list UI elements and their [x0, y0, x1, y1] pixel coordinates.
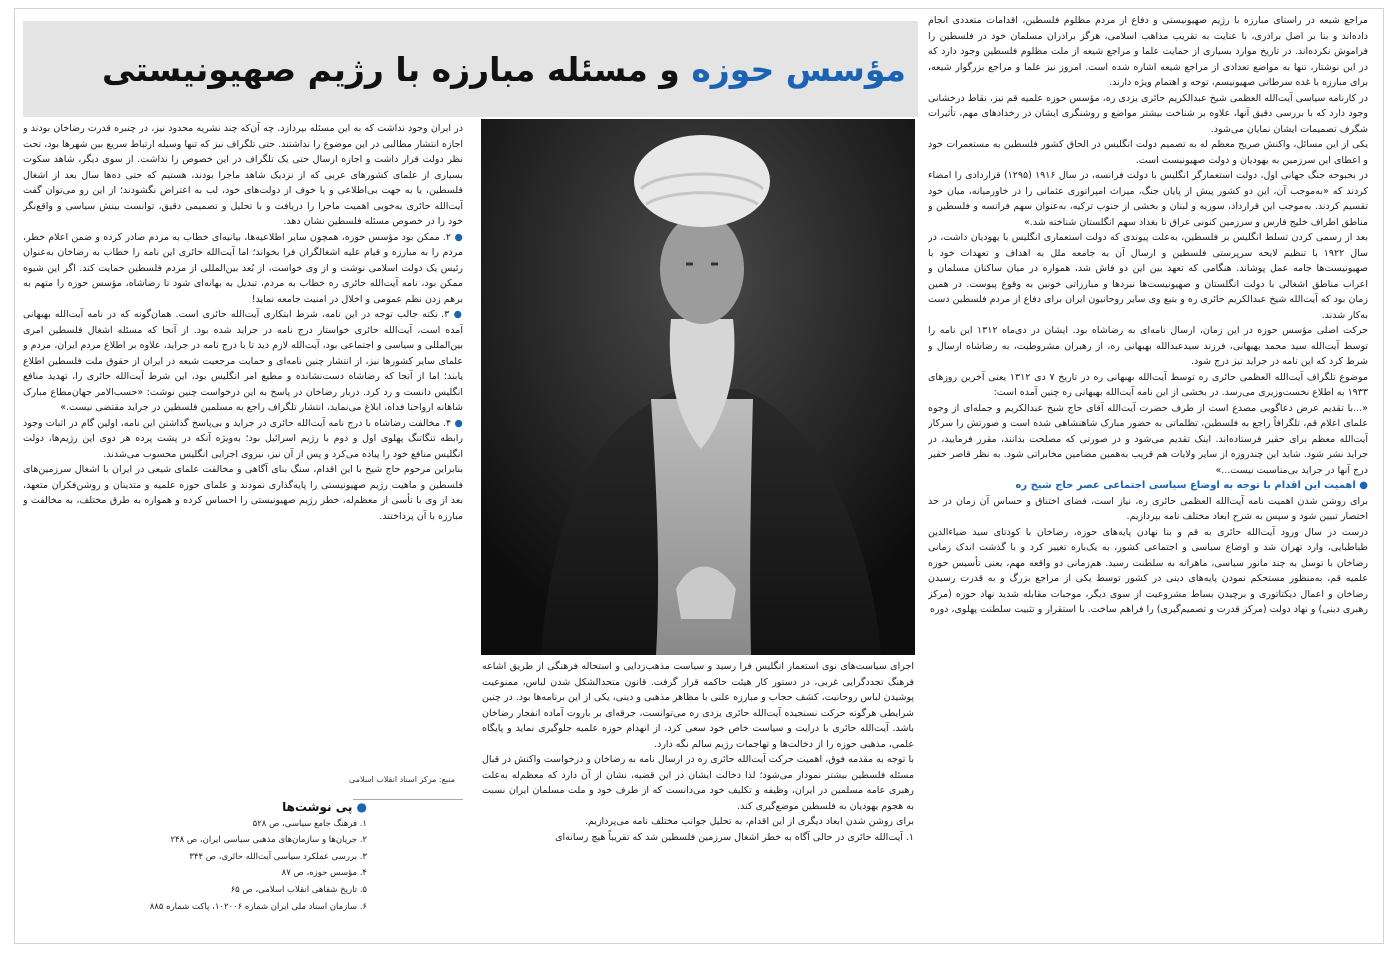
- title-accent: مؤسس حوزه: [691, 49, 906, 89]
- reference-item: ۴. مؤسس حوزه، ص ۸۷: [281, 868, 367, 879]
- paragraph: یکی از این مسائل، واکنش صریح معظم له به تصمیم دولت انگلیس در الحاق کشور فلسطین به مستعمرات خود و اعطای این سرزمین به یهودیان و دولت صهیونیست است.: [928, 139, 1368, 166]
- source-credit: منبع: مرکز اسناد انقلاب اسلامی: [349, 775, 455, 784]
- paragraph: درست در سال ورود آیت‌الله حائری به قم و بنا نهادن پایه‌های حوزه، رضاخان با کودتای سید ضیاءالدین طباطبایی، وارد تهران شد و اوضاع سیاسی و اجتماعی کشور، به یک‌باره تغییر کرد و با گذشت اندک زمانی رضاخان با توسل به چند مانور سیاسی، ماهرانه به سلطنت رسید. هم‌زمانی دو واقعه مهم، یعنی تأسیس حوزه علمیه قم، به‌منظور مستحکم نمودن پایه‌های دینی در کشور توسط یکی از مراجع بزرگ و به قدرت رسیدن رضاخان و اعمال دیکتاتوری و برچیدن بساط مشروعیت از سوی دیگر، موجبات مقابله شدید نهاد حوزه (مرکز رهبری دینی) و نهاد دولت (مرکز قدرت و تصمیم‌گیری) را فراهم ساخت. با استقرار و تثبیت سلطنت پهلوی، دوره: [928, 526, 1368, 615]
- paragraph: اجرای سیاست‌های نوی استعمار انگلیس فرا رسید و سیاست مذهب‌زدایی و استحاله فرهنگی از طریق اشاعه فرهنگ تجددگرایی غربی، در دستور کار هیئت حاکمه قرار گرفت. قانون متحدالشکل شدن لباس، ممنوعیت پوشیدن لباس روحانیت، کشف حجاب و مبارزه علنی با مظاهر مذهبی و دینی، یکی از این برنامه‌ها بود. در چنین شرایطی هرگونه حرکت نسنجیده آیت‌الله حائری یزدی ره می‌توانست، جرقه‌ای بر باروت آماده انفجار رضاخان باشد. آیت‌الله حائری با درایت و سیاست خاص خود سعی کرد، از انهدام حوزه علمیه جلوگیری نماید و پایگاه علمی، مذهبی حوزه را از دخالت‌ها و تهاجمات رژیم سالم نگه دارد.: [482, 661, 914, 750]
- paragraph: در ایران وجود نداشت که به این مسئله بپردازد. چه آن‌که چند نشریه محدود نیز، در چنبره قدرت رضاخان بودند و اجازه انتشار مطالبی در این موضوع را نداشتند. حتی تلگراف نیز که تنها وسیله ارتباط سریع بین شهرها بود، تحت نظر دولت قرار داشت و اجازه ارسال حتی یک تلگراف در این خصوص را نداشت. از سوی دیگر، شاهد سکوت بسیاری از علمای کشورهای عربی که از نزدیک شاهد ماجرا بودند، هستیم که حتی ده‌ها سال بعد از اشغال فلسطین، یا به جهت بی‌اطلاعی و یا خوف از دولت‌های خود، لب به اعتراض نگشودند؛ از این رو می‌توان گفت آیت‌الله حائری به‌خوبی اهمیت ماجرا را دریافت و با تحلیل و تصمیمی دقیق، توانست بینش سیاسی و واقع‌نگر خود را در خصوص مسئله فلسطین نشان دهد.: [23, 123, 463, 227]
- paragraph: حرکت اصلی مؤسس حوزه در این زمان، ارسال نامه‌ای به رضاشاه بود. ایشان در دی‌ماه ۱۳۱۲ این نامه را توسط آیت‌الله سید محمد بهبهانی، فرزند سیدعبدالله بهبهانی ره، از رهبران مشروطیت، به رضاشاه ارسال و شرط کرد که این نامه در جراید نیز درج شود.: [928, 325, 1368, 367]
- paragraph: [23, 307, 463, 416]
- paragraph: با توجه به مقدمه فوق، اهمیت حرکت آیت‌الله حائری ره در ارسال نامه به رضاخان و درخواست واکنش در قبال مسئله فلسطین بیشتر نمودار می‌شود؛ لذا دخالت ایشان در این قضیه، نشان از آن دارد که معظم‌له به‌علت رهبری عامه مسلمین در ایران، وظیفه و تکلیف خود می‌دانست که از طرف خود و ملت مسلمان ایران نسبت به هجوم یهودیان به فلسطین موضع‌گیری کند.: [482, 754, 914, 812]
- paragraph: بنابراین مرحوم حاج شیخ با این اقدام، سنگ بنای آگاهی و مخالفت علمای شیعی در ایران با اشغال سرزمین‌های فلسطین و ماهیت رژیم صهیونیستی را پایه‌گذاری نمودند و علمای حوزه علمیه و متدینان و روشن‌فکران متعهد، بعد از وی با تأسی از معظم‌له، خطر رژیم صهیونیستی را احساس کرده و همواره به طرق مختلف، به مخالفت و مبارزه با آن پرداختند.: [23, 464, 463, 522]
- article-column-right: [928, 13, 1368, 938]
- cleric-portrait-image: [481, 119, 915, 655]
- paragraph: برای روشن شدن ابعاد دیگری از این اقدام، به تحلیل جوانب مختلف نامه می‌پردازیم.: [584, 816, 914, 827]
- reference-item: ۶. سازمان اسناد ملی ایران شماره ۱۰۲۰۰۶، پاکت شماره ۸۸۵: [149, 901, 367, 912]
- bullet-icon: ●: [352, 800, 367, 814]
- reference-item: ۳. بررسی عملکرد سیاسی آیت‌الله حائری، ص ۳۴۴: [189, 851, 367, 862]
- section-subheading: [928, 478, 1368, 494]
- references-box: [23, 799, 463, 939]
- paragraph: مراجع شیعه در راستای مبارزه با رژیم صهیونیستی و دفاع از مردم مظلوم فلسطین، اقدامات متعددی انجام داده‌اند و بنا بر اصل برادری، با عنایت به تقریب مذاهب اسلامی، هرگز برادران مسلمان خود در فلسطین را فراموش نکرده‌اند. در تاریخ موارد بسیاری از حمایت علما و مراجع شیعه از ملت مظلوم فلسطین وجود دارد که در این نوشتار، تنها به مواضع تعدادی از مراجع شیعه اشاره شده است. امروز نیز علما و مراجع بزرگوار شیعه، برای مبارزه با غده سرطانی صهیونیسم، توجه و اهتمام ویژه دارند.: [928, 15, 1368, 88]
- paragraph-text: ۳. نکته جالب توجه در این نامه، شرط ابتکاری آیت‌الله حائری است. همان‌گونه که در نامه آیت‌الله بهبهانی آمده است، آیت‌الله حائری خواستار درج نامه در جراید شده بود. از آنجا که مسئله اشغال فلسطین امری بین‌المللی و سیاسی و اجتماعی بود، آیت‌الله لازم دید تا با درج نامه در جراید، علاوه بر اطلاع مردم ایران، مردم و علمای سایر کشورها نیز، از انتشار چنین نامه‌ای و حمایت مرجعیت شیعه در ایران از حقوق ملت فلسطین اطلاع یابند؛ اما از آنجا که رضاشاه دست‌نشانده و مطیع امر انگلیس بود، این شرط آیت‌الله حائری را، تهدید منافع انگلیس دانست و رد کرد. دربار رضاخان در پاسخ به این درخواست چنین نوشت: «حسب‌الامر جهان‌مطاع مبارک شاهانه ارواحنا فداه، ابلاغ می‌نماید، انتشار تلگراف راجع به مسلمین فلسطین در جراید مقتضی نیست.»: [23, 309, 463, 413]
- paragraph: «...با تقدیم عرض دعاگویی مصدع است از طرف حضرت آیت‌الله آقای حاج شیخ عبدالکریم و جمله‌ای از وجوه علمای اعلام قم، تلگرافاً راجع به فلسطین، تظلماتی به حضور مبارک شاهنشاهی شده است و صورتش را سرکار آیت‌الله معظم برای حقیر فرستاده‌اند. اینک تقدیم می‌شود و در صورتی که مصلحت بدانند، مقرر فرمایید، در جراید نشر شود. شاید این چندروزه از سایر ولایات هم قریب به‌همین مضامین مخابراتی شود. به نظر قاصر حقیر درج آنها در جراید بی‌مناسبت نیست...»: [928, 402, 1368, 476]
- paragraph: ۱. آیت‌الله حائری در حالی آگاه به خطر اشغال سرزمین فلسطین شد که تقریباً هیچ رسانه‌ای: [555, 831, 914, 843]
- bullet-icon: ●: [450, 231, 463, 243]
- paragraph: برای روشن شدن اهمیت نامه آیت‌الله العظمی حائری ره، نیاز است، فضای اختناق و حساس آن زمان در حد اختصار تبیین شود و سپس به شرح ابعاد مختلف نامه بپردازیم.: [928, 495, 1368, 522]
- paragraph: موضوع تلگراف آیت‌الله العظمی حائری ره توسط آیت‌الله بهبهانی ره در تاریخ ۷ دی ۱۳۱۲ یعنی آخرین روزهای ۱۹۳۳ به اطلاع نخست‌وزیری می‌رسد. در بخشی از این نامه آیت‌الله بهبهانی ره چنین آمده است:: [928, 371, 1368, 398]
- article-column-middle: [482, 659, 914, 939]
- newspaper-page: [14, 8, 1384, 944]
- paragraph-text: ۴. مخالفت رضاشاه با درج نامه آیت‌الله حائری در جراید و بی‌پاسخ گذاشتن این نامه، اولین گام در اثبات وجود رابطه تنگاتنگ پهلوی اول و دوم با رژیم اسرائیل بود؛ به‌ویژه آنکه در پشت پرده هر دوی این رژیم‌ها، دولت انگلیس منافع خود را پیاده می‌کرد و پس از آن نیز، نیروی اجرایی انگلیس محسوب می‌شدند.: [23, 417, 463, 460]
- references-list: [23, 816, 463, 916]
- paragraph: [23, 416, 463, 463]
- references-title: [23, 799, 367, 816]
- divider: [353, 799, 463, 800]
- article-column-left: [23, 121, 463, 821]
- paragraph: بعد از رسمی کردن تسلط انگلیس بر فلسطین، به‌علت پیوندی که دولت استعماری انگلیس با یهودیان داشت، در سال ۱۹۲۲ با تنظیم لایحه سرپرستی فلسطین و ارسال آن به جامعه ملل به اهداف و تعهدات خود با صهیونیست‌ها جامه عمل پوشاند. هنگامی که تعهد بین این دو فاش شد، همواره در میان ساکنان مسلمان و اعراب مناطق اشغالی با دولت انگلستان و صهیونیست‌ها نبردها و مبارزاتی خونین به وقوع پیوست. در همین زمان بود که آیت‌الله شیخ عبدالکریم حائری ره و بتبع وی سایر روحانیون ایران برای دفاع از مردم فلسطین دست به‌کار شدند.: [928, 232, 1368, 321]
- reference-item: ۱. فرهنگ جامع سیاسی، ص ۵۲۸: [252, 818, 367, 829]
- paragraph: در بحبوحه جنگ جهانی اول، دولت استعمارگر انگلیس با دولت فرانسه، در سال ۱۹۱۶ (۱۲۹۵) قراردادی را امضاء کردند که «به‌موجب آن، این دو کشور پیش از پایان جنگ، میراث امپراتوری عثمانی را در خاورمیانه، میان خود تقسیم کردند. به‌موجب این قرارداد، سوریه و لبنان و بخشی از جنوب ترکیه، به‌عنوان سهم فرانسه و فلسطین و مناطق اطراف خلیج فارس و سرزمین کنونی عراق تا بغداد سهم انگلستان شناخته شد.»: [928, 170, 1368, 228]
- references-title-text: پی نوشت‌ها: [282, 800, 353, 814]
- reference-item: ۵. تاریخ شفاهی انقلاب اسلامی، ص ۶۵: [230, 884, 367, 895]
- page-title: [102, 50, 906, 89]
- title-rest: و مسئله مبارزه با رژیم صهیونیستی: [101, 49, 680, 89]
- reference-item: ۲. جریان‌ها و سازمان‌های مذهبی سیاسی ایران، ص ۲۴۸: [170, 835, 367, 846]
- headline-band: [23, 21, 918, 117]
- paragraph: در کارنامه سیاسی آیت‌الله العظمی شیخ عبدالکریم حائری یزدی ره، مؤسس حوزه علمیه قم نیز، نقاط درخشانی وجود دارد که با بررسی دقیق آنها، علاوه بر شناخت بیشتر مواضع و روشنگری ایشان در رخدادهای مهم، تأثیرات شگرف تصمیمات ایشان نمایان می‌شود.: [928, 92, 1368, 135]
- bullet-icon: ●: [451, 417, 463, 429]
- subheading-text: اهمیت این اقدام با توجه به اوضاع سیاسی اجتماعی عصر حاج شیخ ره: [1015, 480, 1356, 491]
- paragraph: [23, 230, 463, 308]
- bullet-icon: ●: [449, 309, 463, 320]
- bullet-icon: ●: [1359, 480, 1368, 491]
- portrait-photo: [481, 119, 915, 655]
- paragraph-text: ۲. ممکن بود مؤسس حوزه، همچون سایر اطلاعیه‌ها، بیانیه‌ای خطاب به مردم صادر کرده و ضمن اعلام خطر، مردم را به مبارزه و قیام علیه اشغالگران فرا بخواند؛ اما آیت‌الله حائری این نامه را خطاب به رضاخان به‌عنوان رئیس یک دولت اسلامی نوشت و از وی خواست، از بُعد بین‌المللی از مردم فلسطین حمایت کند. اگر این شیوه ممکن بود، نامه آیت‌الله حائری ره خطاب به مردم، تبدیل به بهانه‌ای شود تا رضاشاه، مؤسس حوزه را متهم به برهم زدن نظم عمومی و اخلال در امنیت جامعه نماید!: [23, 231, 463, 305]
